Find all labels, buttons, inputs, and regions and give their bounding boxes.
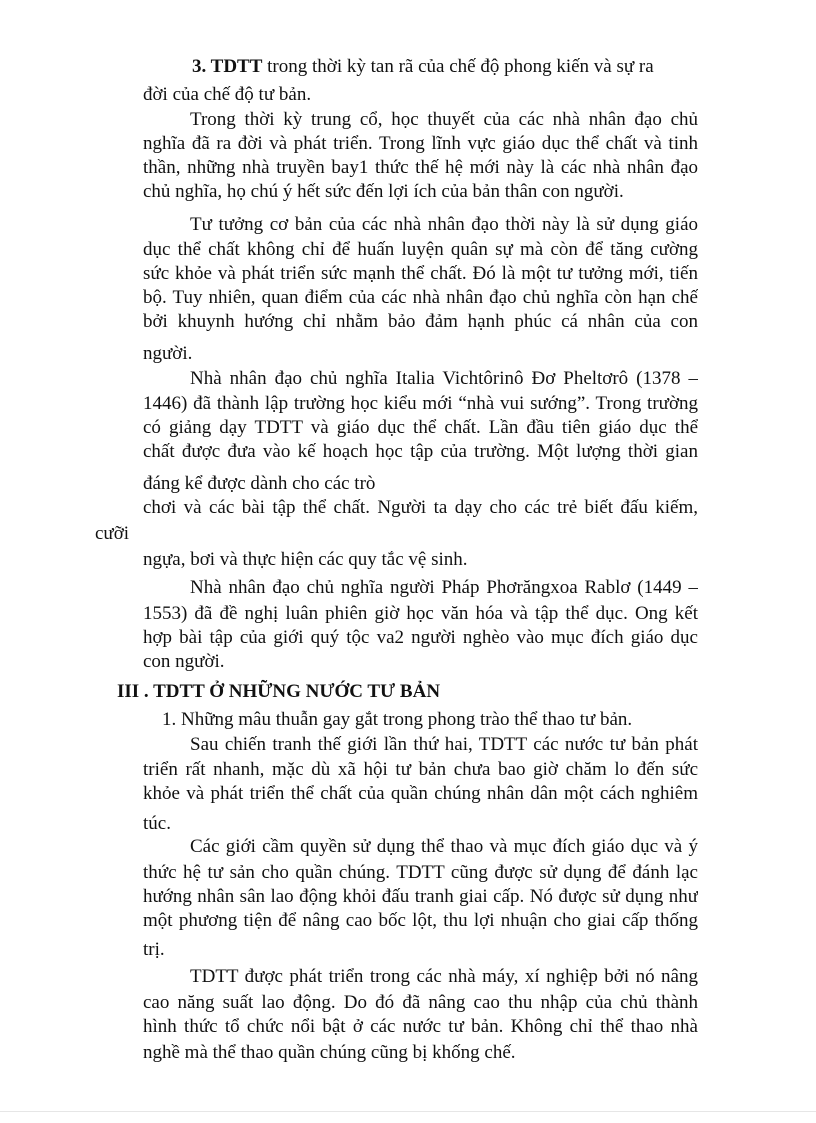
paragraph-line: thần, những nhà truyền bay1 thức thế hệ mới này là các nhà nhân đạo bbox=[143, 157, 698, 178]
paragraph-line: bởi khuynh hướng chỉ nhằm bảo đảm hạnh phúc cá nhân của con bbox=[143, 311, 698, 332]
paragraph-line: con người. bbox=[143, 651, 225, 672]
section-3-title: trong thời kỳ tan rã của chế độ phong kiến và sự ra bbox=[267, 56, 654, 77]
paragraph-line: 1446) đã thành lập trường học kiểu mới “nhà vui sướng”. Trong trường bbox=[143, 393, 698, 414]
paragraph-line: chơi và các bài tập thể chất. Người ta dạy cho các trẻ biết đấu kiếm, bbox=[143, 497, 698, 518]
paragraph-line: Nhà nhân đạo chủ nghĩa Italia Vichtôrinô Đơ Pheltơrô (1378 – bbox=[190, 368, 698, 389]
paragraph-line: ngựa, bơi và thực hiện các quy tắc vệ sinh. bbox=[143, 549, 468, 570]
paragraph-line: sức khỏe và phát triển sức mạnh thể chất. Đó là một tư tưởng mới, tiến bbox=[143, 263, 698, 284]
paragraph-line: Tư tưởng cơ bản của các nhà nhân đạo thời này là sử dụng giáo bbox=[190, 214, 698, 235]
paragraph-line: thức hệ tư sản cho quần chúng. TDTT cũng được sử dụng để đánh lạc bbox=[143, 862, 698, 883]
paragraph-line: TDTT được phát triển trong các nhà máy, xí nghiệp bởi nó nâng bbox=[190, 966, 698, 987]
paragraph-line: nghề mà thể thao quần chúng cũng bị khống chế. bbox=[143, 1042, 516, 1063]
page-bottom-edge bbox=[0, 1111, 816, 1112]
paragraph-line: người. bbox=[143, 343, 193, 364]
paragraph-line: bộ. Tuy nhiên, quan điểm của các nhà nhân đạo chủ nghĩa còn hạn chế bbox=[143, 287, 698, 308]
paragraph-line: khỏe và phát triển thể chất của quần chúng nhân dân một cách nghiêm bbox=[143, 783, 698, 804]
paragraph-line: đáng kể được dành cho các trò bbox=[143, 473, 376, 494]
paragraph-line: trị. bbox=[143, 939, 165, 960]
paragraph-line: Nhà nhân đạo chủ nghĩa người Pháp Phơrăngxoa Rablơ (1449 – bbox=[190, 577, 698, 598]
paragraph-line: hình thức tổ chức nổi bật ở các nước tư bản. Không chỉ thể thao nhà bbox=[143, 1016, 698, 1037]
paragraph-line: nghĩa đã ra đời và phát triển. Trong lĩnh vực giáo dục thể chất và tinh bbox=[143, 133, 698, 154]
paragraph-line: Các giới cầm quyền sử dụng thể thao và mục đích giáo dục và ý bbox=[190, 836, 698, 857]
paragraph-line: hướng nhân sân lao động khỏi đấu tranh giai cấp. Nó được sử dụng như bbox=[143, 886, 698, 907]
paragraph-line: triển rất nhanh, mặc dù xã hội tư bản chưa bao giờ chăm lo đến sức bbox=[143, 759, 698, 780]
paragraph-line: hợp bài tập của giới quý tộc va2 người nghèo vào mục đích giáo dục bbox=[143, 627, 698, 648]
paragraph-line: Sau chiến tranh thế giới lần thứ hai, TDTT các nước tư bản phát bbox=[190, 734, 698, 755]
section-3-heading bbox=[192, 55, 748, 79]
section-iii-heading: III . TDTT Ở NHỮNG NƯỚC TƯ BẢN bbox=[117, 681, 441, 702]
paragraph-line: có giảng dạy TDTT và giáo dục thể chất. Lần đầu tiên giáo dục thể bbox=[143, 417, 698, 438]
paragraph-line: túc. bbox=[143, 813, 171, 834]
section-3-number: 3. TDTT bbox=[192, 56, 263, 77]
section-3-heading-line-2: đời của chế độ tư bản. bbox=[143, 84, 312, 105]
paragraph-line: 1553) đã đề nghị luân phiên giờ học văn hóa và tập thể dục. Ong kết bbox=[143, 603, 698, 624]
paragraph-line: dục thể chất không chỉ để huấn luyện quân sự mà còn để tăng cường bbox=[143, 239, 698, 260]
paragraph-line: cao năng suất lao động. Do đó đã nâng cao thu nhập của chủ thành bbox=[143, 992, 698, 1013]
paragraph-line: cưỡi bbox=[95, 523, 130, 544]
paragraph-line: một phương tiện để nâng cao bốc lột, thu lợi nhuận cho giai cấp thống bbox=[143, 910, 698, 931]
paragraph-line: Trong thời kỳ trung cổ, học thuyết của các nhà nhân đạo chủ bbox=[190, 109, 698, 130]
subsection-1-heading: 1. Những mâu thuẫn gay gắt trong phong trào thể thao tư bản. bbox=[162, 709, 633, 730]
paragraph-line: chủ nghĩa, họ chú ý hết sức đến lợi ích của bản thân con người. bbox=[143, 181, 624, 202]
paragraph-line: chất được đưa vào kế hoạch học tập của trường. Một lượng thời gian bbox=[143, 441, 698, 462]
